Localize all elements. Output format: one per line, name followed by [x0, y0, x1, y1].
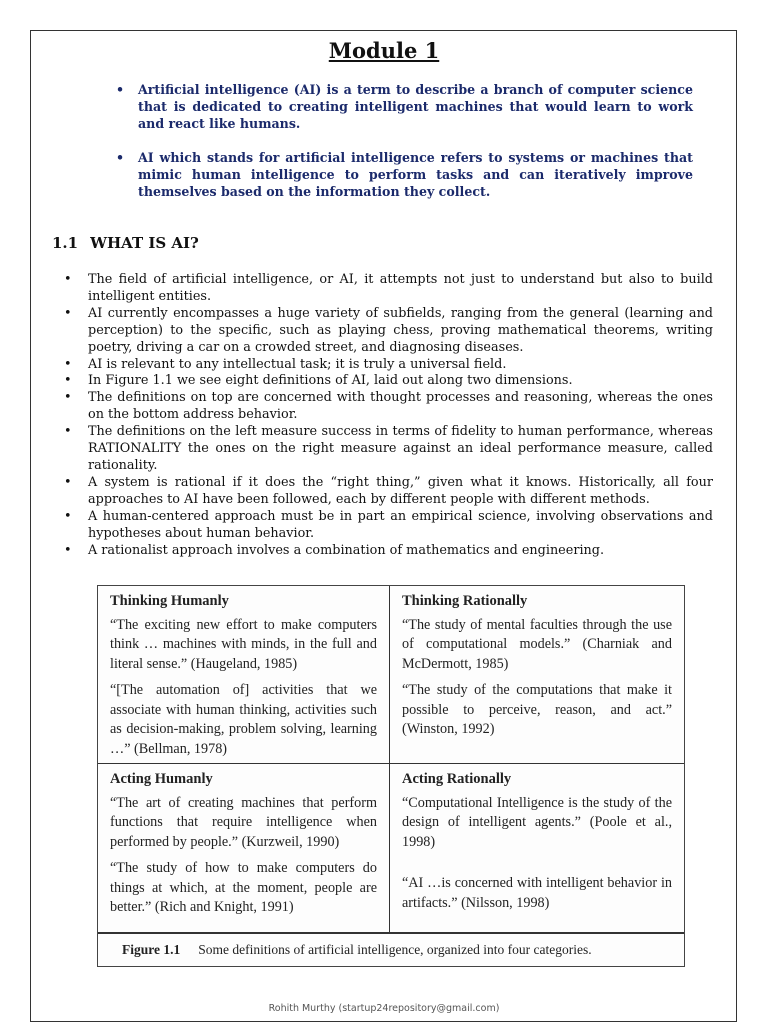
caption-text: Some definitions of artificial intelligence, organized into four categories. [198, 942, 592, 957]
intro-bullet [116, 81, 693, 132]
figure-ai-definitions [97, 585, 685, 967]
quote: “AI …is concerned with intelligent behavior in artifacts.” (Nilsson, 1998) [402, 875, 672, 911]
list-item: • A human-centered approach must be in part an empirical science, involving observations and hypotheses about human behavior. [88, 509, 713, 543]
section-number: 1.1 [52, 234, 79, 252]
quote: “The study of how to make computers do things at which, at the moment, people are better.” (Rich and Knight, 1991) [110, 860, 377, 915]
intro-bullet [116, 149, 693, 200]
cell-acting-humanly [98, 764, 390, 934]
section-title: WHAT IS AI? [90, 234, 199, 252]
list-item: • A system is rational if it does the “right thing,” given what it knows. Historically, all four approaches to AI have been followed, each by different people with different methods. [88, 475, 713, 509]
list-item: • AI is relevant to any intellectual task; it is truly a universal field. [88, 357, 713, 374]
cell-heading: Acting Rationally [402, 771, 512, 787]
cell-heading: Acting Humanly [110, 771, 213, 787]
bullet-icon: • [116, 82, 125, 97]
cell-heading: Thinking Humanly [110, 593, 229, 609]
list-item: • AI currently encompasses a huge variety of subfields, ranging from the general (learning and perception) to the specific, such as playing chess, proving mathematical theorems, writing poetry, driving a car on a crowded street, and diagnosing diseases. [88, 306, 713, 357]
figure-caption [122, 942, 592, 958]
page-title: Module 1 [328, 38, 440, 63]
bullet-icon: • [116, 150, 125, 165]
cell-thinking-humanly [98, 586, 390, 764]
quote: “Computational Intelligence is the study of the design of intelligent agents.” (Poole et al., 1998) [402, 794, 672, 850]
quote: “The exciting new effort to make computers think … machines with minds, in the full and literal sense.” (Haugeland, 1985) [110, 616, 377, 672]
list-item: • The definitions on top are concerned with thought processes and reasoning, whereas the ones on the bottom address behavior. [88, 390, 713, 424]
cell-acting-rationally [390, 764, 684, 934]
caption-label: Figure 1.1 [122, 942, 181, 957]
cell-thinking-rationally [390, 586, 684, 764]
quote: “The study of mental faculties through the use of computational models.” (Charniak and McDermott, 1985) [402, 616, 672, 672]
quote: “[The automation of] activities that we associate with human thinking, activities such as decision-making, problem solving, learning …” (Bellman, 1978) [110, 682, 377, 757]
list-item: • The field of artificial intelligence, or AI, it attempts not just to understand but also to build intelligent entities. [88, 272, 713, 306]
list-item: • In Figure 1.1 we see eight definitions of AI, laid out along two dimensions. [88, 373, 713, 390]
list-item: • A rationalist approach involves a combination of mathematics and engineering. [88, 543, 713, 560]
bullet-list [88, 272, 713, 559]
intro-bullet-text: Artificial intelligence (AI) is a term to describe a branch of computer science that is dedicated to creating intelligent machines that would learn to work and react like humans. [138, 82, 693, 131]
list-item: • The definitions on the left measure success in terms of fidelity to human performance, whereas RATIONALITY the ones on the right measure against an ideal performance measure, called rationality. [88, 424, 713, 475]
cell-heading: Thinking Rationally [402, 593, 528, 609]
quote: “The study of the computations that make it possible to perceive, reason, and act.” (Winston, 1992) [402, 682, 672, 737]
intro-bullet-text: AI which stands for artificial intelligence refers to systems or machines that mimic human intelligence to perform tasks and can iteratively improve themselves based on the information they collect. [138, 150, 693, 199]
quote: “The art of creating machines that perform functions that require intelligence when performed by people.” (Kurzweil, 1990) [110, 794, 377, 850]
page-footer: Rohith Murthy (startup24repository@gmail.com) [268, 1003, 500, 1014]
section-heading [52, 234, 211, 252]
